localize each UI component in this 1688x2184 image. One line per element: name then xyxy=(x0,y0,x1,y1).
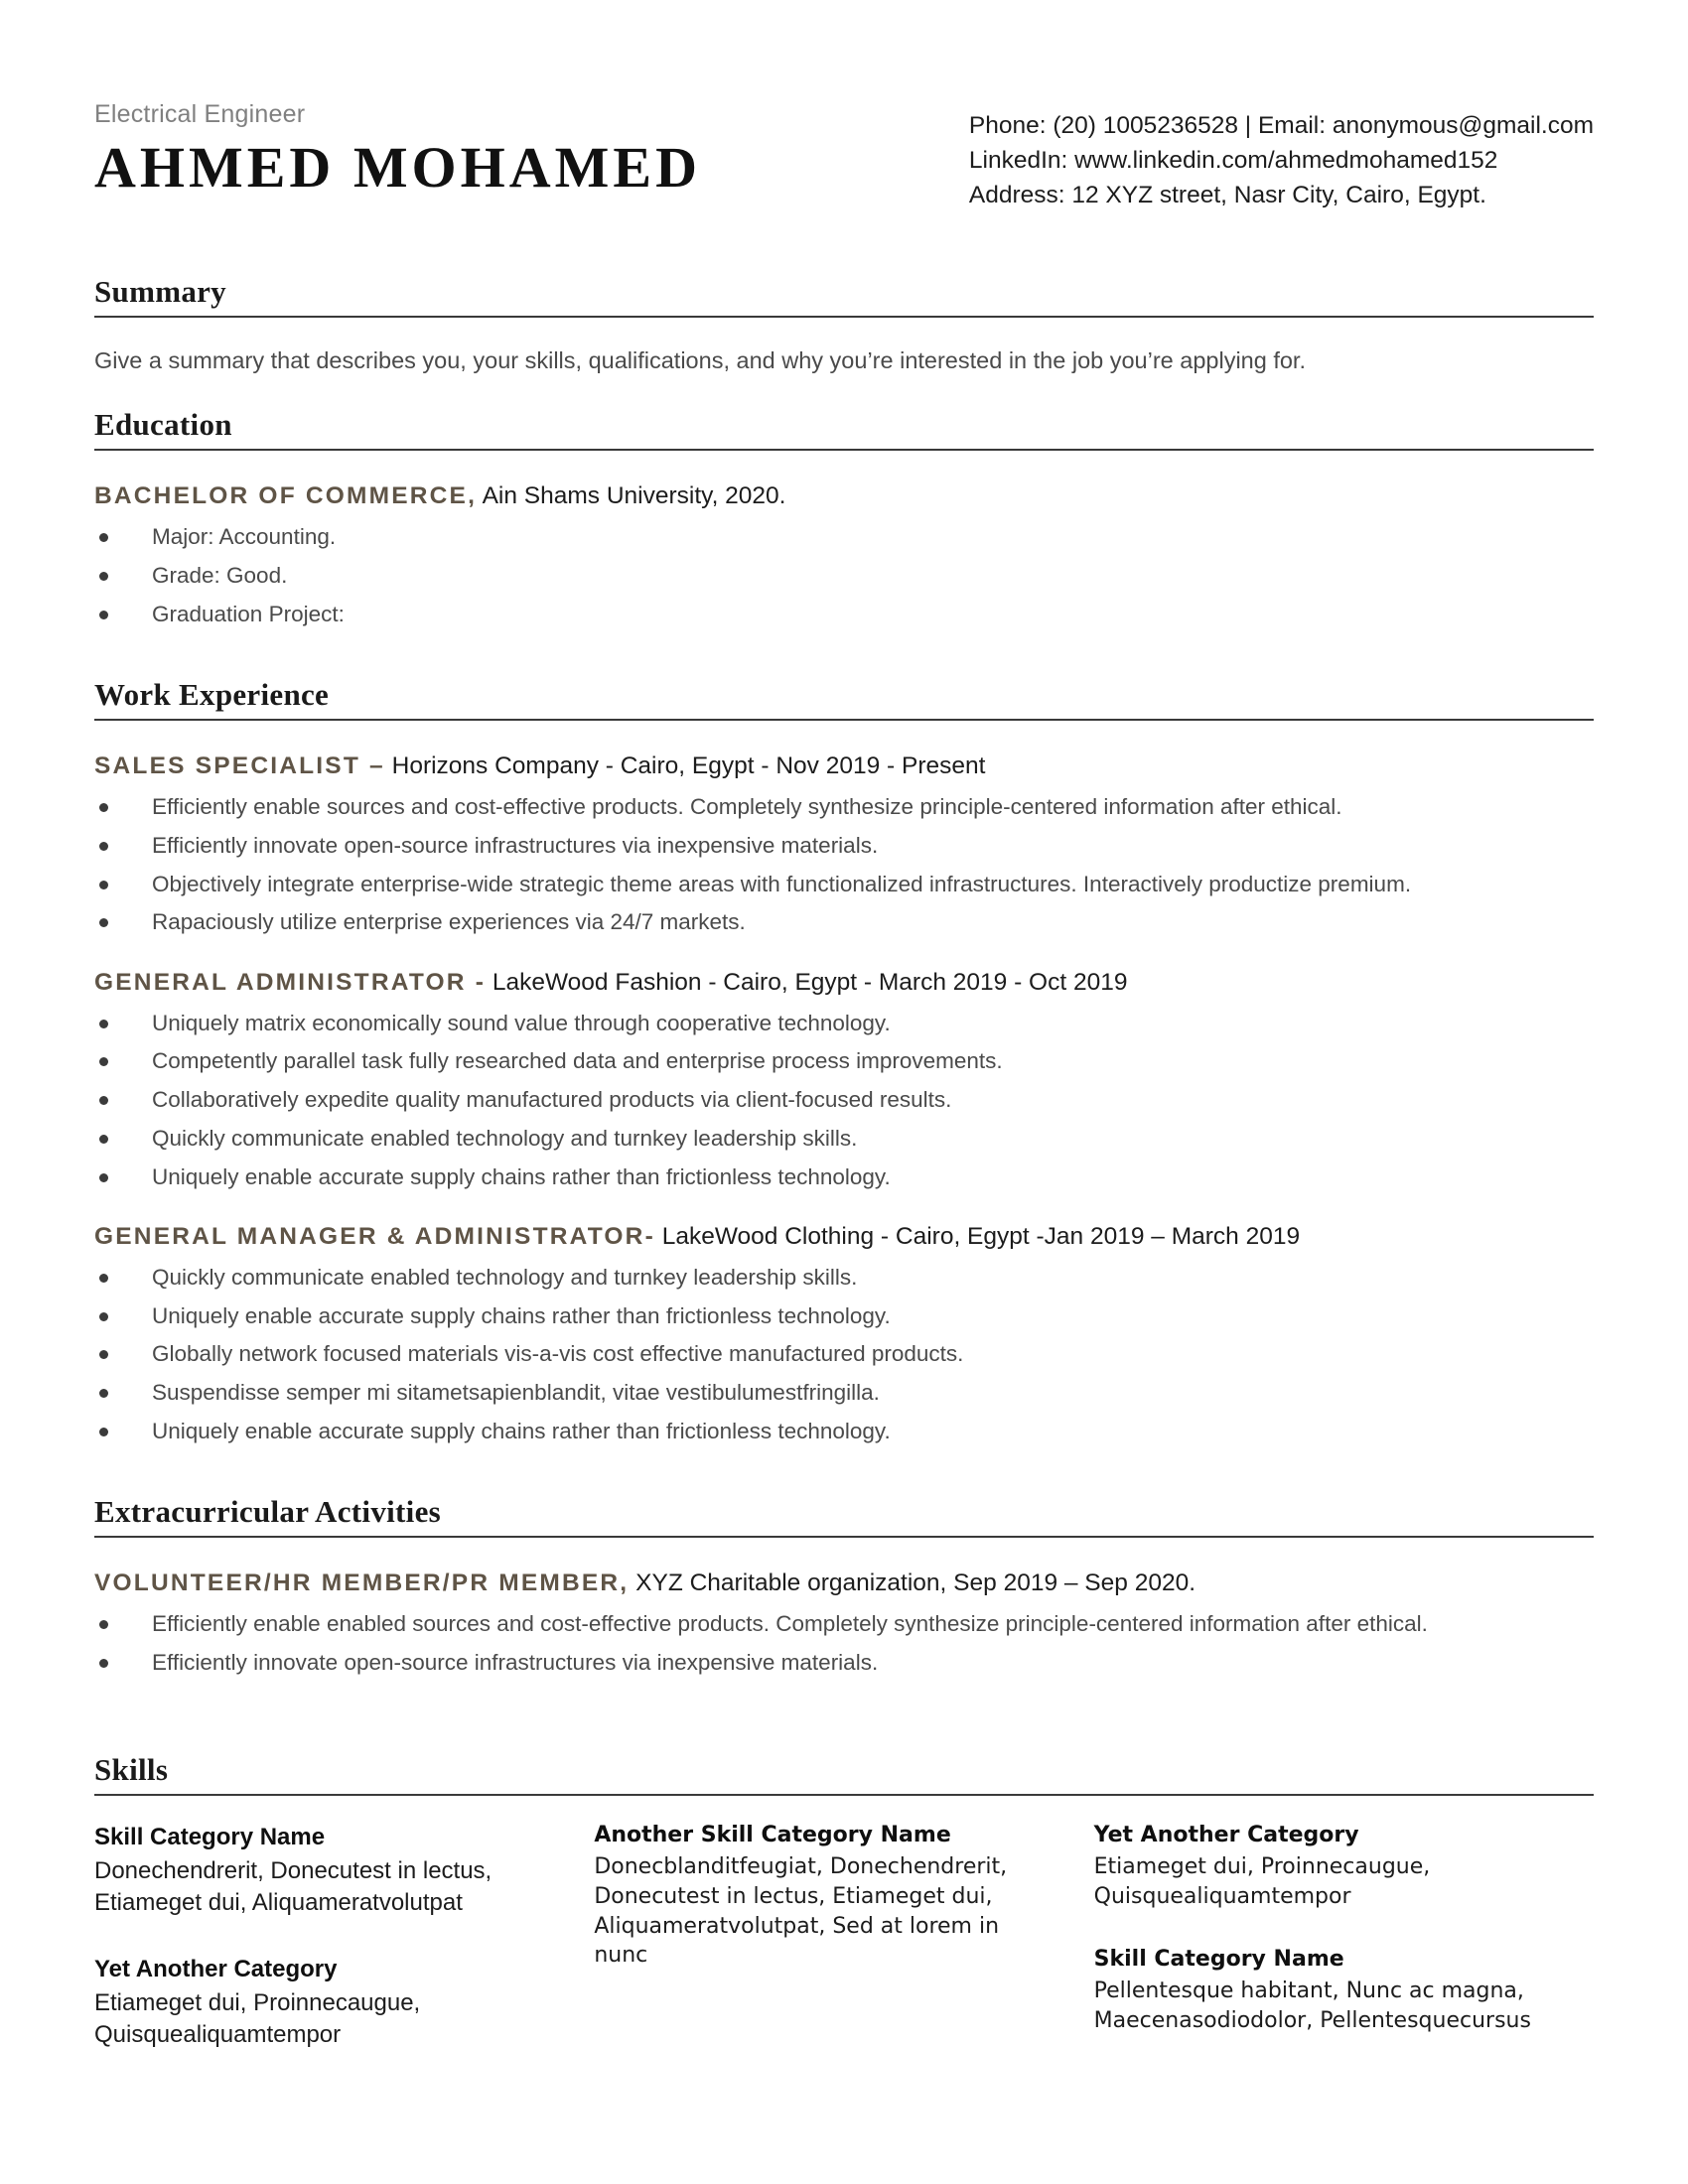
list-item: Efficiently enable enabled sources and cost-effective products. Completely synthesize principle-centered information after ethical. xyxy=(94,1609,1594,1639)
skill-category-items: Pellentesque habitant, Nunc ac magna, Maecenasodiodolor, Pellentesquecursus xyxy=(1093,1979,1531,2033)
work-entry-heading xyxy=(94,967,1594,999)
skill-block xyxy=(94,1954,539,2052)
work-bullets xyxy=(94,1263,1594,1445)
work-entry-heading xyxy=(94,1221,1594,1253)
skill-block xyxy=(94,1822,539,1920)
header-spacer xyxy=(94,212,1594,274)
skills-grid xyxy=(94,1822,1594,2052)
section-divider xyxy=(94,449,1594,451)
extracurricular-role: VOLUNTEER/HR MEMBER/PR MEMBER, xyxy=(94,1570,630,1597)
section-divider xyxy=(94,719,1594,721)
work-spacer xyxy=(94,1454,1594,1494)
section-education xyxy=(94,407,1594,628)
education-degree: BACHELOR OF COMMERCE, xyxy=(94,482,478,510)
skill-block xyxy=(594,1822,1039,1971)
extracurricular-entry xyxy=(94,1568,1594,1677)
work-entry-heading xyxy=(94,751,1594,782)
summary-text: Give a summary that describes you, your skills, qualifications, and why you’re interested in the job you’re applying for. xyxy=(94,347,1306,374)
skill-block xyxy=(1094,1946,1539,2036)
contact-info xyxy=(969,99,1594,212)
section-title-extracurricular: Extracurricular Activities xyxy=(94,1494,441,1530)
work-entry xyxy=(94,751,1594,937)
list-item: Efficiently innovate open-source infrastructures via inexpensive materials. xyxy=(94,831,1594,861)
section-title-education: Education xyxy=(94,407,232,443)
skill-category-items: Donechendrerit, Donecutest in lectus, Etiameget dui, Aliquameratvolutpat xyxy=(94,1856,492,1917)
extracurricular-spacer xyxy=(94,1687,1594,1748)
work-entry xyxy=(94,1221,1594,1445)
work-entry xyxy=(94,967,1594,1191)
list-item: Collaboratively expedite quality manufactured products via client-focused results. xyxy=(94,1085,1594,1115)
section-divider xyxy=(94,1536,1594,1538)
work-job-title: SALES SPECIALIST – xyxy=(94,752,385,780)
list-item: Suspendisse semper mi sitametsapienblandit, vitae vestibulumestfringilla. xyxy=(94,1378,1594,1408)
work-bullets xyxy=(94,1009,1594,1191)
list-item: Uniquely enable accurate supply chains rather than frictionless technology. xyxy=(94,1417,1594,1446)
section-divider xyxy=(94,316,1594,318)
skill-category-name: Yet Another Category xyxy=(1093,1822,1359,1847)
skill-category-name: Skill Category Name xyxy=(94,1823,326,1850)
section-title-summary: Summary xyxy=(94,274,226,310)
contact-address: Address: 12 XYZ street, Nasr City, Cairo, Egypt. xyxy=(968,181,1486,208)
skill-category-items: Etiameget dui, Proinnecaugue, Quisquealiquamtempor xyxy=(1093,1854,1431,1909)
work-company-dates: LakeWood Clothing - Cairo, Egypt -Jan 2019 – March 2019 xyxy=(654,1223,1301,1251)
education-spacer xyxy=(94,637,1594,677)
education-institution: Ain Shams University, 2020. xyxy=(477,482,786,510)
education-entry-heading xyxy=(94,480,1594,512)
list-item: Grade: Good. xyxy=(94,561,1594,591)
list-item: Efficiently innovate open-source infrastructures via inexpensive materials. xyxy=(94,1648,1594,1678)
work-bullets xyxy=(94,792,1594,937)
list-item: Globally network focused materials vis-a-vis cost effective manufactured products. xyxy=(94,1339,1594,1369)
list-item: Efficiently enable sources and cost-effective products. Completely synthesize principle-centered information after ethical. xyxy=(94,792,1594,822)
extracurricular-entry-heading xyxy=(94,1568,1594,1599)
header-identity xyxy=(94,99,701,202)
section-skills xyxy=(94,1752,1594,2052)
list-item: Competently parallel task fully researched data and enterprise process improvements. xyxy=(94,1046,1594,1076)
skill-category-items: Donecblanditfeugiat, Donechendrerit, Donecutest in lectus, Etiameget dui, Aliquameratvolutpat, Sed at lorem in nunc xyxy=(594,1854,1008,1969)
section-extracurricular xyxy=(94,1494,1594,1677)
skill-category-name: Yet Another Category xyxy=(94,1955,338,1982)
skill-block xyxy=(1094,1822,1539,1912)
section-title-skills: Skills xyxy=(94,1751,169,1787)
contact-linkedin: LinkedIn: www.linkedin.com/ahmedmohamed152 xyxy=(968,146,1498,174)
list-item: Major: Accounting. xyxy=(94,522,1594,552)
section-title-work-experience: Work Experience xyxy=(94,677,330,713)
education-bullets xyxy=(94,522,1594,628)
skill-category-name: Another Skill Category Name xyxy=(594,1822,951,1847)
work-company-dates: Horizons Company - Cairo, Egypt - Nov 2019 - Present xyxy=(384,752,986,780)
list-item: Graduation Project: xyxy=(94,600,1594,629)
list-item: Quickly communicate enabled technology and turnkey leadership skills. xyxy=(94,1124,1594,1154)
candidate-name: AHMED MOHAMED xyxy=(94,135,701,200)
list-item: Objectively integrate enterprise-wide strategic theme areas with functionalized infrastructures. Interactively productize premium. xyxy=(94,870,1594,899)
extracurricular-org-dates: XYZ Charitable organization, Sep 2019 – Sep 2020. xyxy=(629,1570,1196,1597)
contact-phone-email: Phone: (20) 1005236528 | Email: anonymous@gmail.com xyxy=(968,112,1594,139)
list-item: Quickly communicate enabled technology and turnkey leadership skills. xyxy=(94,1263,1594,1293)
list-item: Uniquely enable accurate supply chains rather than frictionless technology. xyxy=(94,1301,1594,1331)
list-item: Uniquely enable accurate supply chains rather than frictionless technology. xyxy=(94,1162,1594,1192)
skills-column-left xyxy=(94,1822,594,2052)
skill-category-name: Skill Category Name xyxy=(1093,1946,1344,1972)
list-item: Uniquely matrix economically sound value through cooperative technology. xyxy=(94,1009,1594,1038)
work-job-title: GENERAL MANAGER & ADMINISTRATOR- xyxy=(94,1223,655,1251)
section-work-experience xyxy=(94,677,1594,1445)
list-item: Rapaciously utilize enterprise experiences via 24/7 markets. xyxy=(94,907,1594,937)
section-summary xyxy=(94,274,1594,377)
skills-column-right xyxy=(1094,1822,1594,2052)
job-tagline: Electrical Engineer xyxy=(94,100,306,128)
resume-header xyxy=(94,0,1594,212)
extracurricular-bullets xyxy=(94,1609,1594,1677)
section-divider xyxy=(94,1794,1594,1796)
work-company-dates: LakeWood Fashion - Cairo, Egypt - March 2019 - Oct 2019 xyxy=(486,968,1128,996)
skill-category-items: Etiameget dui, Proinnecaugue, Quisquealiquamtempor xyxy=(94,1988,421,2049)
skills-column-middle xyxy=(594,1822,1093,2052)
education-entry xyxy=(94,480,1594,628)
work-job-title: GENERAL ADMINISTRATOR - xyxy=(94,968,487,996)
